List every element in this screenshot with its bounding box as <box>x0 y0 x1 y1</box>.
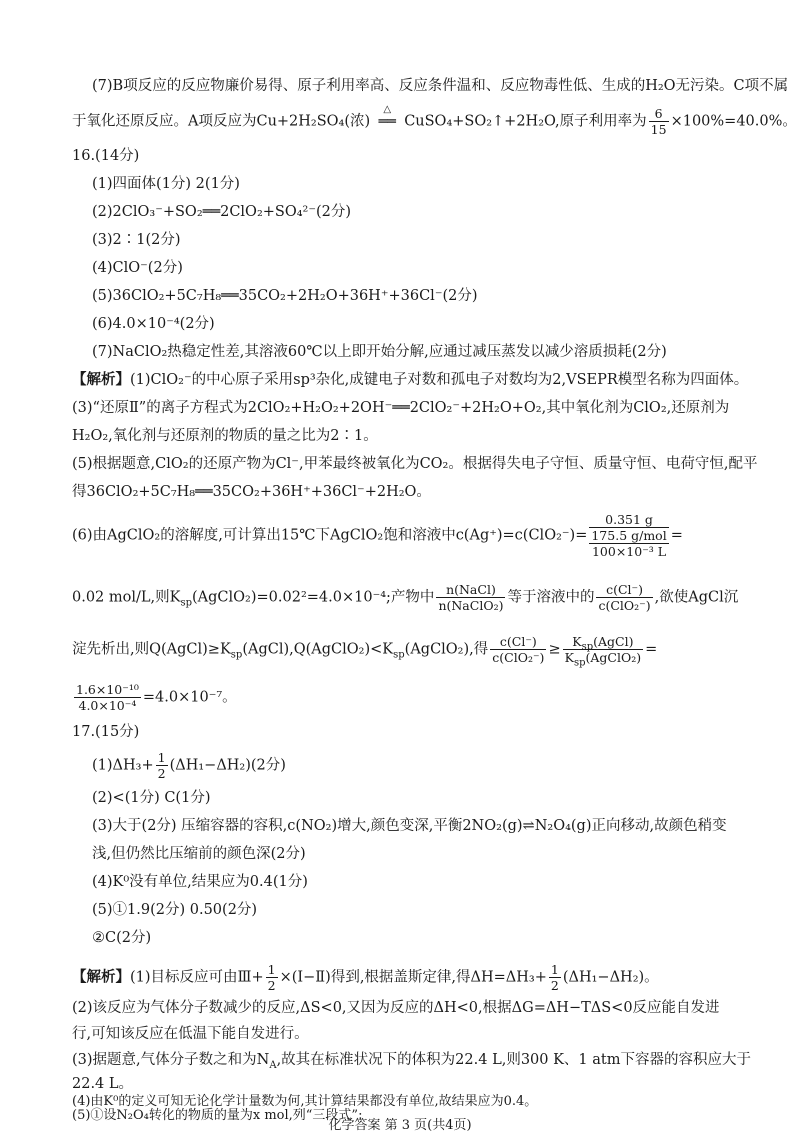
answer-line: 浅,但仍然比压缩前的颜色深(2分) <box>92 846 306 862</box>
answer-line: (3)2∶1(2分) <box>92 232 181 248</box>
analysis-line: 0.02 mol/L,则$K_{sp}(AgClO_2)=0.02^2=4.0\times 10^{-4}$;产物中 $\frac{\text{n(NaCl)}}{\text{n(NaClO₂)}}$ 等于溶液中的 $\frac{c(Cl^-)}{\text{c(ClO₂⁻)}}$ ,欲使AgCl沉 <box>72 582 739 613</box>
answer-line: (2)2ClO₃⁻+SO₂══2ClO₂+SO₄²⁻(2分) <box>92 204 352 220</box>
heat-symbol: △ <box>383 103 392 115</box>
answer-line: (5)①1.9(2分) 0.50(2分) <box>92 902 258 918</box>
answer-line: (3)大于(2分) 压缩容器的容积,c(NO₂)增大,颜色变深,平衡2NO₂(g)⇌N₂O₄(g)正向移动,故颜色稍变 <box>92 818 727 834</box>
question-heading: 16.(14分) <box>72 148 140 164</box>
analysis-line: (2)该反应为气体分子数减少的反应,ΔS<0,又因为反应的ΔH<0,根据ΔG=ΔH−TΔS<0反应能自发进 <box>72 1000 720 1016</box>
analysis-line: 【解析】(1)目标反应可由Ⅲ+ $\frac{1}{2}$ ×(Ⅰ−Ⅱ)得到,根据盖斯定律,得ΔH=ΔH₃+ $\frac{1}{2}$ (ΔH₁−ΔH₂)。 <box>72 962 659 993</box>
analysis-tag: 【解析】 <box>72 968 130 986</box>
text-line: (7)B项反应的反应物廉价易得、原子利用率高、反应条件温和、反应物毒性低、生成的H₂O无污染。C项不属 <box>92 78 789 94</box>
fraction: $\frac{1}{2}$ <box>550 962 559 993</box>
text-segment: CuSO₄+SO₂↑+2H₂O,原子利用率为 <box>404 113 647 130</box>
answer-line: (6)4.0×10⁻⁴(2分) <box>92 316 215 332</box>
answer-line: (5)36ClO₂+5C₇H₈══35CO₂+2H₂O+36H⁺+36Cl⁻(2分) <box>92 288 478 304</box>
analysis-line: (3)据题意,气体分子数之和为$N_A$,故其在标准状况下的体积为22.4 L,则300 K、1 atm下容器的容积应大于 <box>72 1052 751 1071</box>
analysis-line: 淀先析出,则$Q(AgCl)\ge K_{sp}(AgCl),Q(AgClO_2)<K_{sp}(AgClO_2)$,得 $\frac{c(Cl^-)}{\text{c(ClO₂⁻)}}$ ≥ $\frac{K_{sp}(AgCl)}{K_{sp}(AgClO_2)}$ = <box>72 634 658 669</box>
fraction: $\frac{c(Cl^-)}{\text{c(ClO₂⁻)}}$ <box>492 634 545 665</box>
fraction: $\frac{K_{sp}(AgCl)}{K_{sp}(AgClO_2)}$ <box>564 634 642 669</box>
fraction: $\frac{1}{2}$ <box>157 750 166 781</box>
analysis-line: 【解析】(1)ClO₂⁻的中心原子采用sp³杂化,成键电子对数和孤电子对数均为2,VSEPR模型名称为四面体。 <box>72 371 749 388</box>
page-footer: 化学答案 第 3 页(共4页) <box>328 1118 472 1133</box>
answer-line: (7)NaClO₂热稳定性差,其溶液60℃以上即开始分解,应通过减压蒸发以减少溶质损耗(2分) <box>92 344 667 360</box>
analysis-line: 22.4 L。 <box>72 1076 134 1092</box>
fraction: $\frac{6}{15}$ <box>650 106 667 137</box>
analysis-line: (5)①设N₂O₄转化的物质的量为x mol,列“三段式”: <box>72 1108 363 1123</box>
analysis-line: (4)由K⁰的定义可知无论化学计量数为何,其计算结果都没有单位,故结果应为0.4。 <box>72 1094 538 1109</box>
fraction: $\frac{\text{1.6×10⁻¹⁰}}{\text{4.0×10⁻⁴}}$ <box>76 682 139 713</box>
text-segment: ×100%=40.0%。 <box>670 113 797 130</box>
answer-line: ②C(2分) <box>92 930 152 946</box>
fraction: $\frac{c(Cl^-)}{\text{c(ClO₂⁻)}}$ <box>598 582 651 613</box>
analysis-line: (5)根据题意,ClO₂的还原产物为Cl⁻,甲苯最终被氧化为CO₂。根据得失电子守恒、质量守恒、电荷守恒,配平 <box>72 456 758 472</box>
answer-line: (4)ClO⁻(2分) <box>92 260 183 276</box>
text-line <box>72 103 797 137</box>
analysis-line: H₂O₂,氧化剂与还原剂的物质的量之比为2∶1。 <box>72 428 378 444</box>
analysis-tag: 【解析】 <box>72 371 130 388</box>
analysis-line: 得36ClO₂+5C₇H₈══35CO₂+36H⁺+36Cl⁻+2H₂O。 <box>72 484 431 500</box>
question-heading: 17.(15分) <box>72 724 140 740</box>
solubility-fraction: 0.351 g 175.5 g/mol 100×10⁻³ L <box>591 512 667 559</box>
fraction: $\frac{1}{2}$ <box>267 962 276 993</box>
analysis-line: $\frac{\text{1.6×10⁻¹⁰}}{\text{4.0×10⁻⁴}}$ =4.0×10⁻⁷。 <box>76 682 237 713</box>
answer-line: (4)K⁰没有单位,结果应为0.4(1分) <box>92 874 308 890</box>
fraction: $\frac{\text{n(NaCl)}}{\text{n(NaClO₂)}}$ <box>438 582 504 613</box>
answer-line: (1)四面体(1分) 2(1分) <box>92 176 240 192</box>
text-segment: 于氧化还原反应。A项反应为Cu+2H₂SO₄(浓) <box>72 113 371 130</box>
analysis-line: (6)由AgClO₂的溶解度,可计算出15℃下AgClO₂饱和溶液中c(Ag⁺)=c(ClO₂⁻)= 0.351 g 175.5 g/mol 100×10⁻³ L = <box>72 512 683 559</box>
heat-arrow: △ ══ <box>370 112 404 132</box>
answer-line: (1)ΔH₃+ $\frac{1}{2}$ (ΔH₁−ΔH₂)(2分) <box>92 750 286 781</box>
analysis-line: 行,可知该反应在低温下能自发进行。 <box>72 1026 309 1042</box>
answer-line: (2)<(1分) C(1分) <box>92 790 211 806</box>
analysis-line: (3)“还原Ⅱ”的离子方程式为2ClO₂+H₂O₂+2OH⁻══2ClO₂⁻+2H₂O+O₂,其中氧化剂为ClO₂,还原剂为 <box>72 400 730 416</box>
